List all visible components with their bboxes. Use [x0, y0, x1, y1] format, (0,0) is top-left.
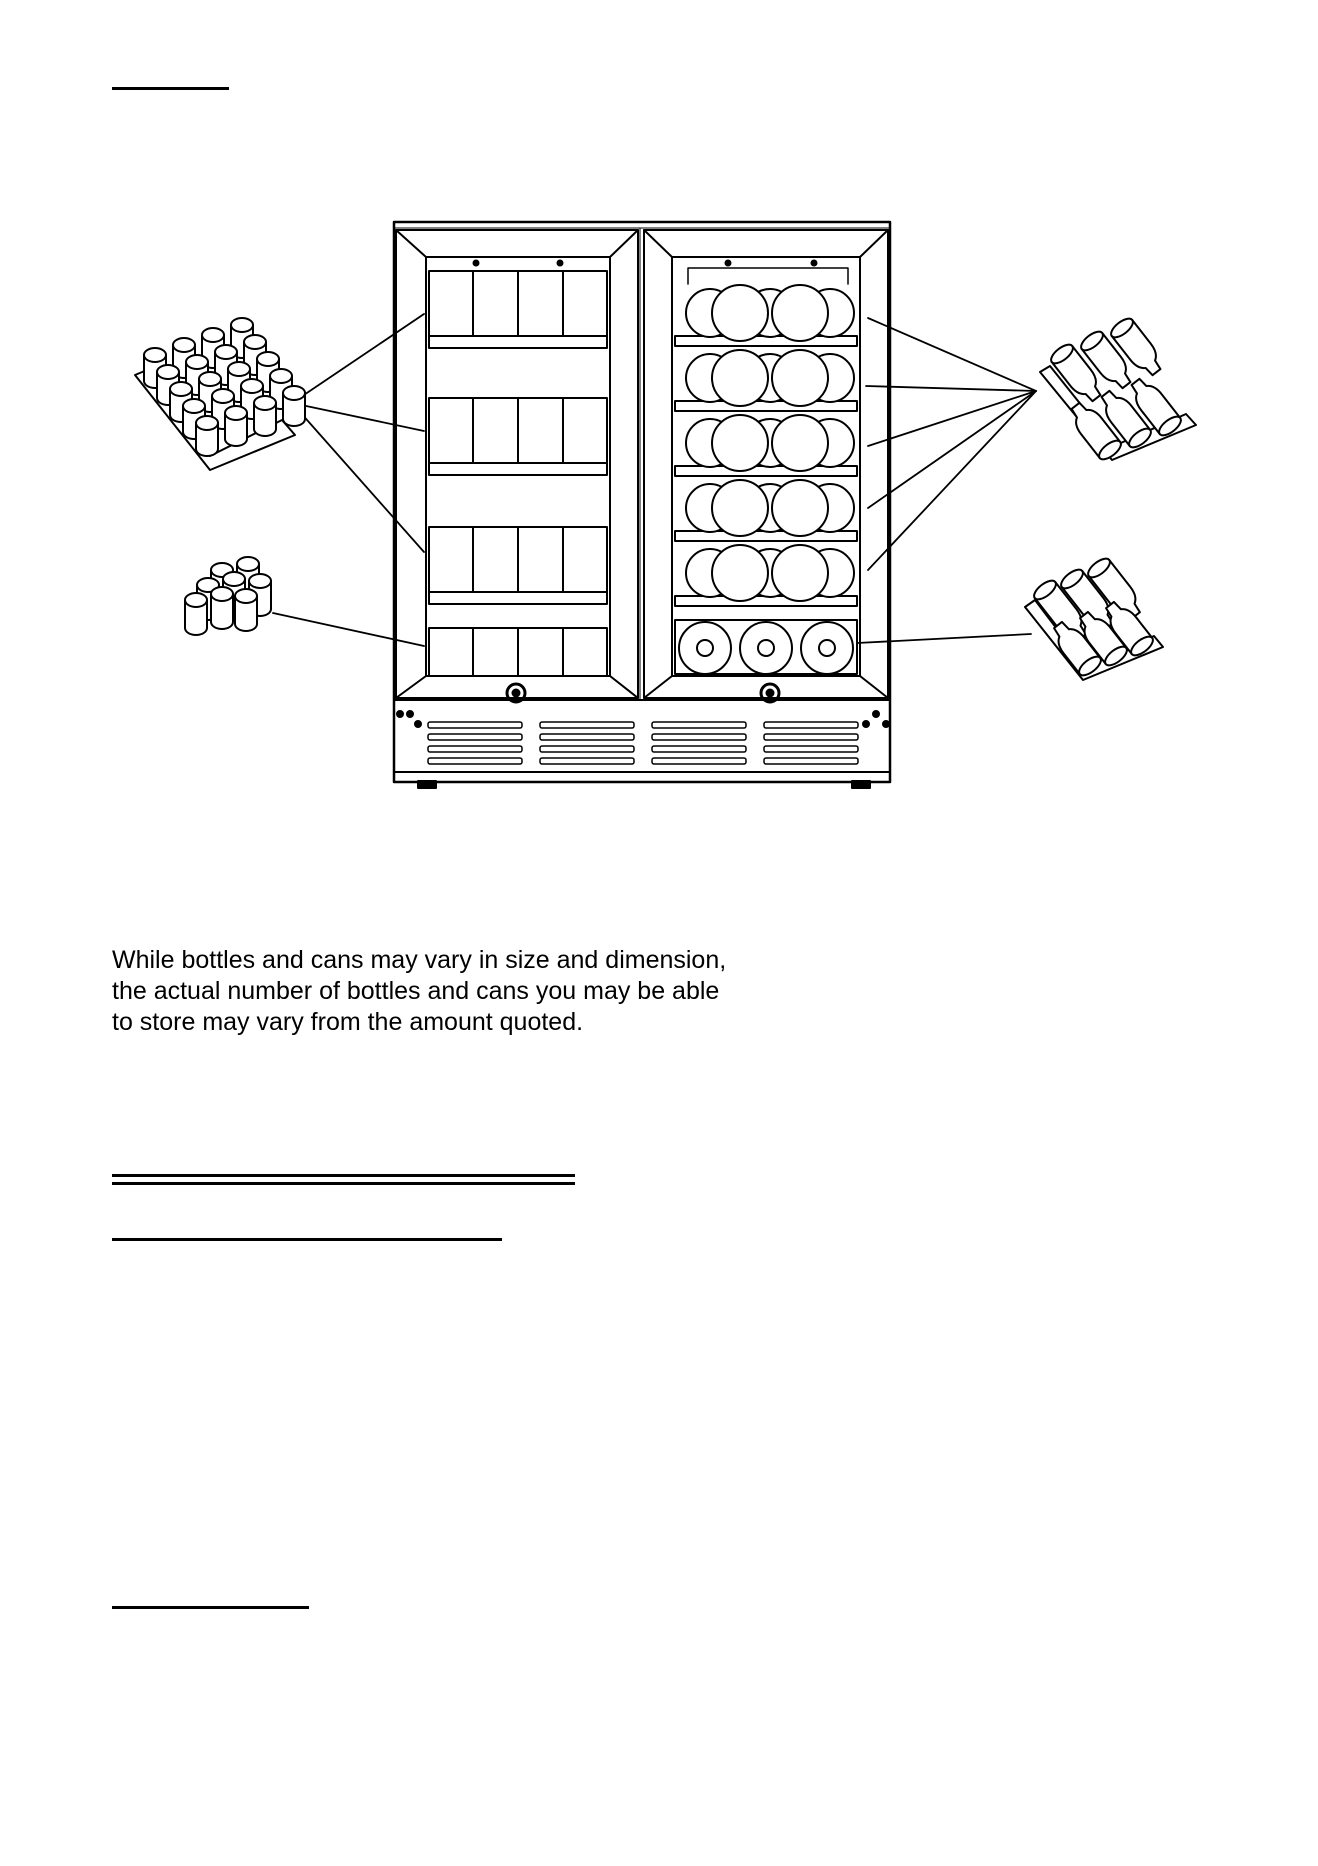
bottle-rack-large-illustration [1040, 315, 1196, 462]
notice-line-3: to store may vary from the amount quoted. [112, 1008, 584, 1036]
can-row-2 [429, 398, 607, 475]
bottle-row-bottom [675, 620, 857, 674]
bottle-shelf-1 [675, 285, 857, 346]
base-screws [397, 711, 889, 727]
can-rack-small-illustration [185, 557, 271, 635]
bottle-shelf-3 [675, 415, 857, 476]
bottle-shelf-5 [675, 545, 857, 606]
bottom-heading-underline [112, 1606, 309, 1609]
bottle-can-capacity-notice [112, 945, 832, 1038]
bottle-rack-small-illustration [1025, 555, 1163, 680]
subheading-underline [112, 1238, 502, 1241]
beverage-cooler-diagram [0, 0, 1318, 800]
section-heading-double-rule-top [112, 1174, 575, 1177]
notice-line-1: While bottles and cans may vary in size and dimension, [112, 946, 727, 974]
bottle-shelf-4 [675, 480, 857, 541]
bottle-shelves [675, 285, 857, 606]
bottle-shelf-2 [675, 350, 857, 411]
can-row-4 [429, 628, 607, 676]
can-row-3 [429, 527, 607, 604]
notice-line-2: the actual number of bottles and cans you may be able [112, 977, 720, 1005]
left-door [396, 230, 638, 702]
leader-lines [273, 314, 1036, 646]
section-heading-double-rule-bottom [112, 1182, 575, 1185]
can-row-1 [429, 271, 607, 348]
vent-grille [428, 722, 858, 764]
can-rack-large-illustration [135, 318, 305, 470]
